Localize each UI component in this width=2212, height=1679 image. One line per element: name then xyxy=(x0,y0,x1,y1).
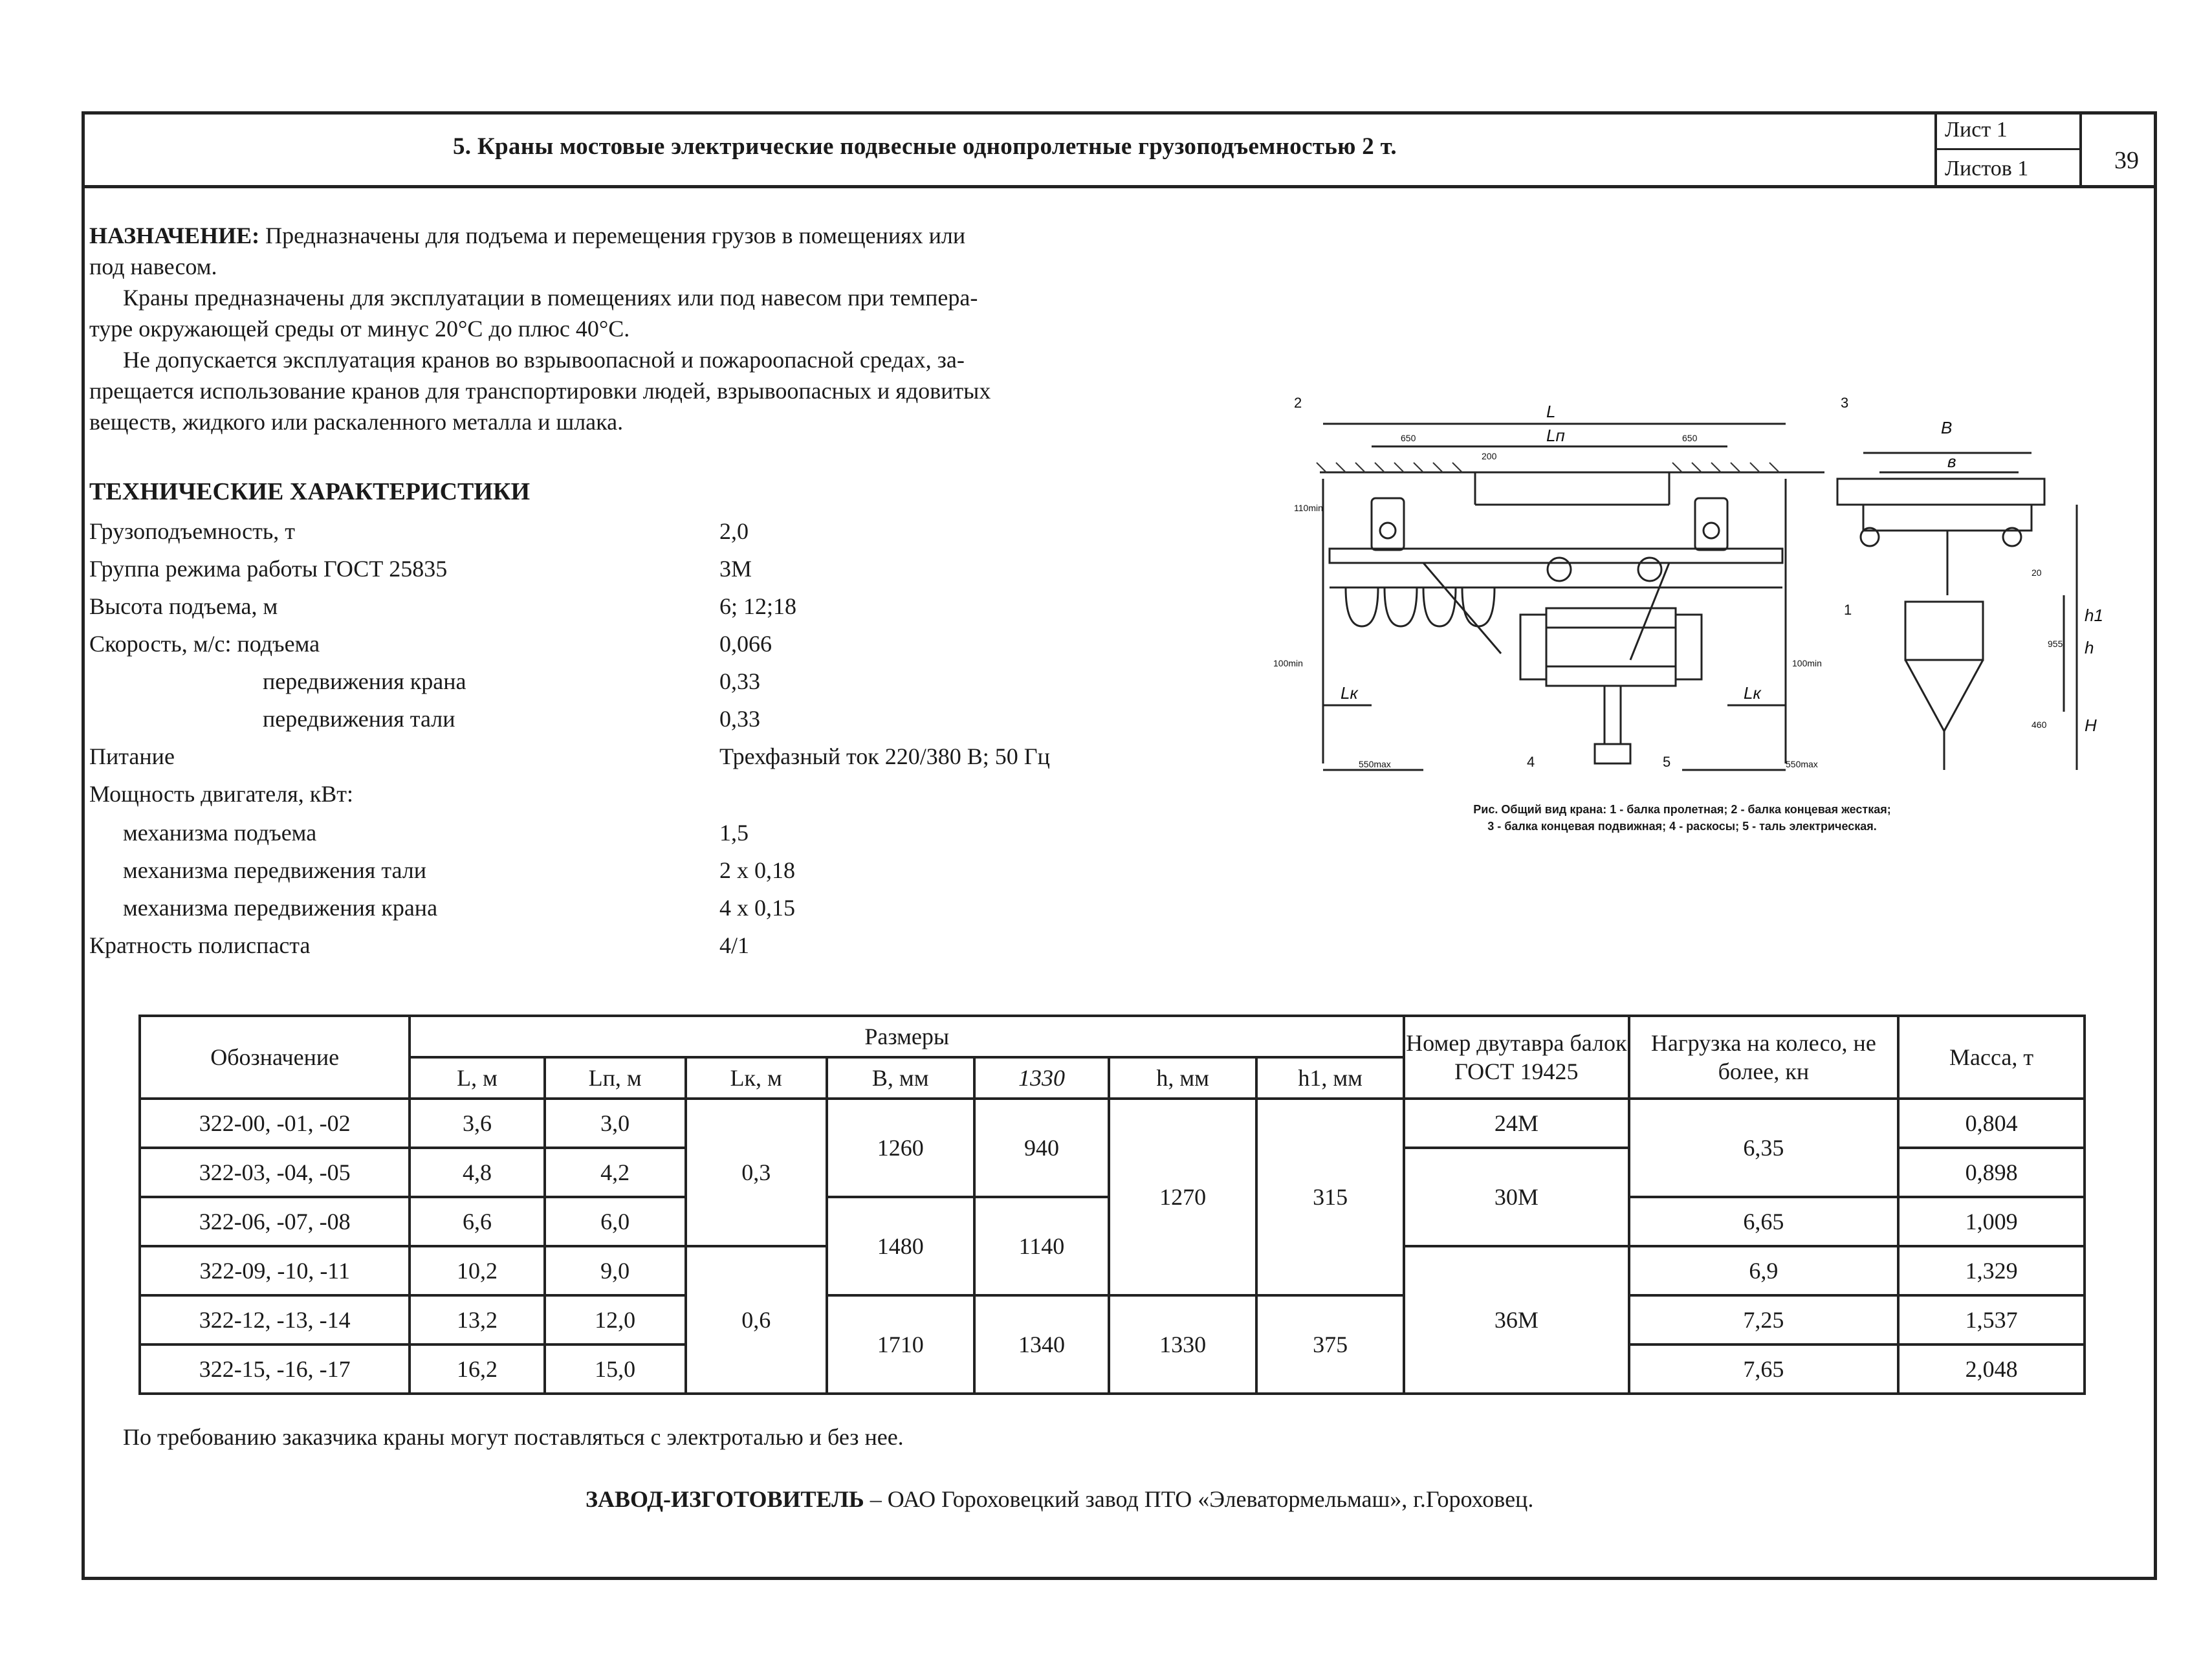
dim-Ln: Lп xyxy=(1546,426,1565,445)
spec-label: Питание xyxy=(89,743,175,769)
th-beam: Номер двутавра балок ГОСТ 19425 xyxy=(1404,1016,1628,1099)
spec-value: 3М xyxy=(719,556,752,582)
customer-note: По требованию заказчика краны могут поставляться с электроталью и без нее. xyxy=(123,1424,904,1450)
spec-label: передвижения крана xyxy=(263,668,466,694)
cell-load: 6,35 xyxy=(1629,1099,1899,1197)
th-Ln: Lп, м xyxy=(545,1057,686,1099)
cell-Ln: 9,0 xyxy=(545,1246,686,1295)
sheets-label: Листов 1 xyxy=(1937,148,2079,185)
spec-label: Кратность полиспаста xyxy=(89,932,311,958)
dim-b: в xyxy=(1947,452,1956,471)
cell-designation: 322-00, -01, -02 xyxy=(140,1099,410,1148)
th-L: L, м xyxy=(410,1057,544,1099)
manufacturer-label: ЗАВОД-ИЗГОТОВИТЕЛЬ xyxy=(586,1486,864,1512)
cell-Ln: 6,0 xyxy=(545,1197,686,1246)
p3-line-3: веществ, жидкого или раскаленного металла и шлака. xyxy=(89,409,624,435)
dim-L: L xyxy=(1546,402,1556,421)
spec-label: Мощность двигателя, кВт: xyxy=(89,781,353,807)
dim-Lk-right: Lк xyxy=(1744,683,1761,703)
crane-drawing xyxy=(1268,382,2109,783)
cell-Ln: 12,0 xyxy=(545,1295,686,1344)
manufacturer-line xyxy=(586,1486,1533,1513)
cell-Lk: 0,6 xyxy=(686,1246,827,1394)
dim-20: 20 xyxy=(2031,567,2042,578)
th-b: 1330 xyxy=(974,1057,1109,1099)
cell-Lk: 0,3 xyxy=(686,1099,827,1246)
th-h: h, мм xyxy=(1109,1057,1256,1099)
spec-label: Скорость, м/с: подъема xyxy=(89,631,320,657)
cell-B: 1710 xyxy=(827,1295,974,1394)
purpose-line-1: Предназначены для подъема и перемещения грузов в помещениях или xyxy=(265,223,966,248)
cell-h1: 315 xyxy=(1256,1099,1404,1295)
cell-Ln: 3,0 xyxy=(545,1099,686,1148)
cell-Ln: 15,0 xyxy=(545,1344,686,1394)
th-B: В, мм xyxy=(827,1057,974,1099)
cell-mass: 1,537 xyxy=(1898,1295,2085,1344)
cell-mass: 2,048 xyxy=(1898,1344,2085,1394)
purpose-paragraph-1 xyxy=(89,220,1124,282)
spec-value: 6; 12;18 xyxy=(719,593,797,619)
th-load: Нагрузка на колесо, не более, кн xyxy=(1629,1016,1899,1099)
spec-value: 1,5 xyxy=(719,820,749,846)
cell-designation: 322-09, -10, -11 xyxy=(140,1246,410,1295)
dim-550-right: 550max xyxy=(1786,759,1818,769)
purpose-paragraph-2 xyxy=(89,282,1124,344)
purpose-paragraph-3 xyxy=(89,344,1124,437)
spec-label: механизма передвижения тали xyxy=(123,857,427,883)
dim-h: h xyxy=(2085,638,2094,657)
dim-100-left: 100min xyxy=(1273,658,1303,668)
spec-label: механизма подъема xyxy=(123,820,317,846)
cell-B: 1260 xyxy=(827,1099,974,1197)
cell-Ln: 4,2 xyxy=(545,1148,686,1197)
cell-L: 16,2 xyxy=(410,1344,544,1394)
dim-550-left: 550max xyxy=(1359,759,1391,769)
cell-L: 3,6 xyxy=(410,1099,544,1148)
th-Lk: Lк, м xyxy=(686,1057,827,1099)
caption-line-1: Рис. Общий вид крана: 1 - балка пролетная; 2 - балка концевая жесткая; xyxy=(1473,803,1891,816)
cell-designation: 322-06, -07, -08 xyxy=(140,1197,410,1246)
spec-label: Грузоподъемность, т xyxy=(89,518,296,544)
cell-beam: 30М xyxy=(1404,1148,1628,1246)
dim-460: 460 xyxy=(2031,719,2047,730)
th-mass: Масса, т xyxy=(1898,1016,2085,1099)
page-number: 39 xyxy=(2114,147,2139,174)
cell-designation: 322-12, -13, -14 xyxy=(140,1295,410,1344)
callout-1: 1 xyxy=(1844,602,1852,618)
cell-designation: 322-15, -16, -17 xyxy=(140,1344,410,1394)
spec-label: Высота подъема, м xyxy=(89,593,278,619)
spec-value: 0,066 xyxy=(719,631,772,657)
p3-line-1: Не допускается эксплуатация кранов во взрывоопасной и пожароопасной средах, за- xyxy=(123,347,965,373)
cell-mass: 0,804 xyxy=(1898,1099,2085,1148)
cell-mass: 0,898 xyxy=(1898,1148,2085,1197)
cell-designation: 322-03, -04, -05 xyxy=(140,1148,410,1197)
dim-650-right: 650 xyxy=(1682,433,1698,443)
figure-caption xyxy=(1385,801,1980,835)
dim-650-left: 650 xyxy=(1401,433,1416,443)
cell-load: 6,65 xyxy=(1629,1197,1899,1246)
cell-B: 1480 xyxy=(827,1197,974,1295)
cell-h1: 375 xyxy=(1256,1295,1404,1394)
purpose-line-2: под навесом. xyxy=(89,254,217,280)
cell-L: 10,2 xyxy=(410,1246,544,1295)
dim-955: 955 xyxy=(2048,639,2063,649)
cell-load: 6,9 xyxy=(1629,1246,1899,1295)
specs-heading: ТЕХНИЧЕСКИЕ ХАРАКТЕРИСТИКИ xyxy=(89,478,531,505)
spec-value: 4 х 0,15 xyxy=(719,895,795,921)
spec-value: 2,0 xyxy=(719,518,749,544)
cell-mass: 1,009 xyxy=(1898,1197,2085,1246)
header-divider xyxy=(82,185,2157,188)
spec-value: 0,33 xyxy=(719,706,760,732)
dim-100-right: 100min xyxy=(1792,658,1822,668)
cell-h: 1270 xyxy=(1109,1099,1256,1295)
spec-value: 4/1 xyxy=(719,932,750,958)
page-title: 5. Краны мостовые электрические подвесные однопролетные грузоподъемностью 2 т. xyxy=(453,133,1397,160)
dim-B: B xyxy=(1941,418,1953,437)
th-sizes: Размеры xyxy=(410,1016,1404,1057)
spec-label: механизма передвижения крана xyxy=(123,895,438,921)
purpose-heading: НАЗНАЧЕНИЕ: xyxy=(89,223,260,248)
p2-line-1: Краны предназначены для эксплуатации в помещениях или под навесом при темпера- xyxy=(123,285,978,311)
cell-b: 940 xyxy=(974,1099,1109,1197)
caption-line-2: 3 - балка концевая подвижная; 4 - раскосы; 5 - таль электрическая. xyxy=(1487,820,1877,833)
dim-110: 110min xyxy=(1294,503,1323,513)
cell-b: 1140 xyxy=(974,1197,1109,1295)
dim-H: H xyxy=(2085,716,2097,735)
cell-b: 1340 xyxy=(974,1295,1109,1394)
cell-L: 13,2 xyxy=(410,1295,544,1344)
manufacturer-text: – ОАО Гороховецкий завод ПТО «Элеватормельмаш», г.Гороховец. xyxy=(864,1486,1534,1512)
callout-4: 4 xyxy=(1527,754,1535,770)
callout-3: 3 xyxy=(1841,395,1849,411)
th-designation: Обозначение xyxy=(140,1016,410,1099)
cell-load: 7,25 xyxy=(1629,1295,1899,1344)
dim-Lk-left: Lк xyxy=(1341,683,1358,703)
p2-line-2: туре окружающей среды от минус 20°С до плюс 40°С. xyxy=(89,316,630,342)
cell-L: 6,6 xyxy=(410,1197,544,1246)
spec-label: передвижения тали xyxy=(263,706,455,732)
spec-value: 0,33 xyxy=(719,668,760,694)
cell-L: 4,8 xyxy=(410,1148,544,1197)
crane-specs-table xyxy=(138,1015,2086,1395)
sheet-label: Лист 1 xyxy=(1945,118,2008,142)
callout-5: 5 xyxy=(1663,754,1671,770)
spec-label: Группа режима работы ГОСТ 25835 xyxy=(89,556,448,582)
dim-200: 200 xyxy=(1482,451,1497,461)
cell-load: 7,65 xyxy=(1629,1344,1899,1394)
callout-2: 2 xyxy=(1294,395,1302,411)
sheet-box xyxy=(1934,111,2082,185)
spec-value: Трехфазный ток 220/380 В; 50 Гц xyxy=(719,743,1050,769)
spec-value: 2 х 0,18 xyxy=(719,857,795,883)
cell-beam: 24М xyxy=(1404,1099,1628,1148)
th-h1: h1, мм xyxy=(1256,1057,1404,1099)
p3-line-2: прещается использование кранов для транспортировки людей, взрывоопасных и ядовитых xyxy=(89,378,991,404)
cell-beam: 36М xyxy=(1404,1246,1628,1394)
dim-h1: h1 xyxy=(2085,606,2103,625)
cell-h: 1330 xyxy=(1109,1295,1256,1394)
cell-mass: 1,329 xyxy=(1898,1246,2085,1295)
